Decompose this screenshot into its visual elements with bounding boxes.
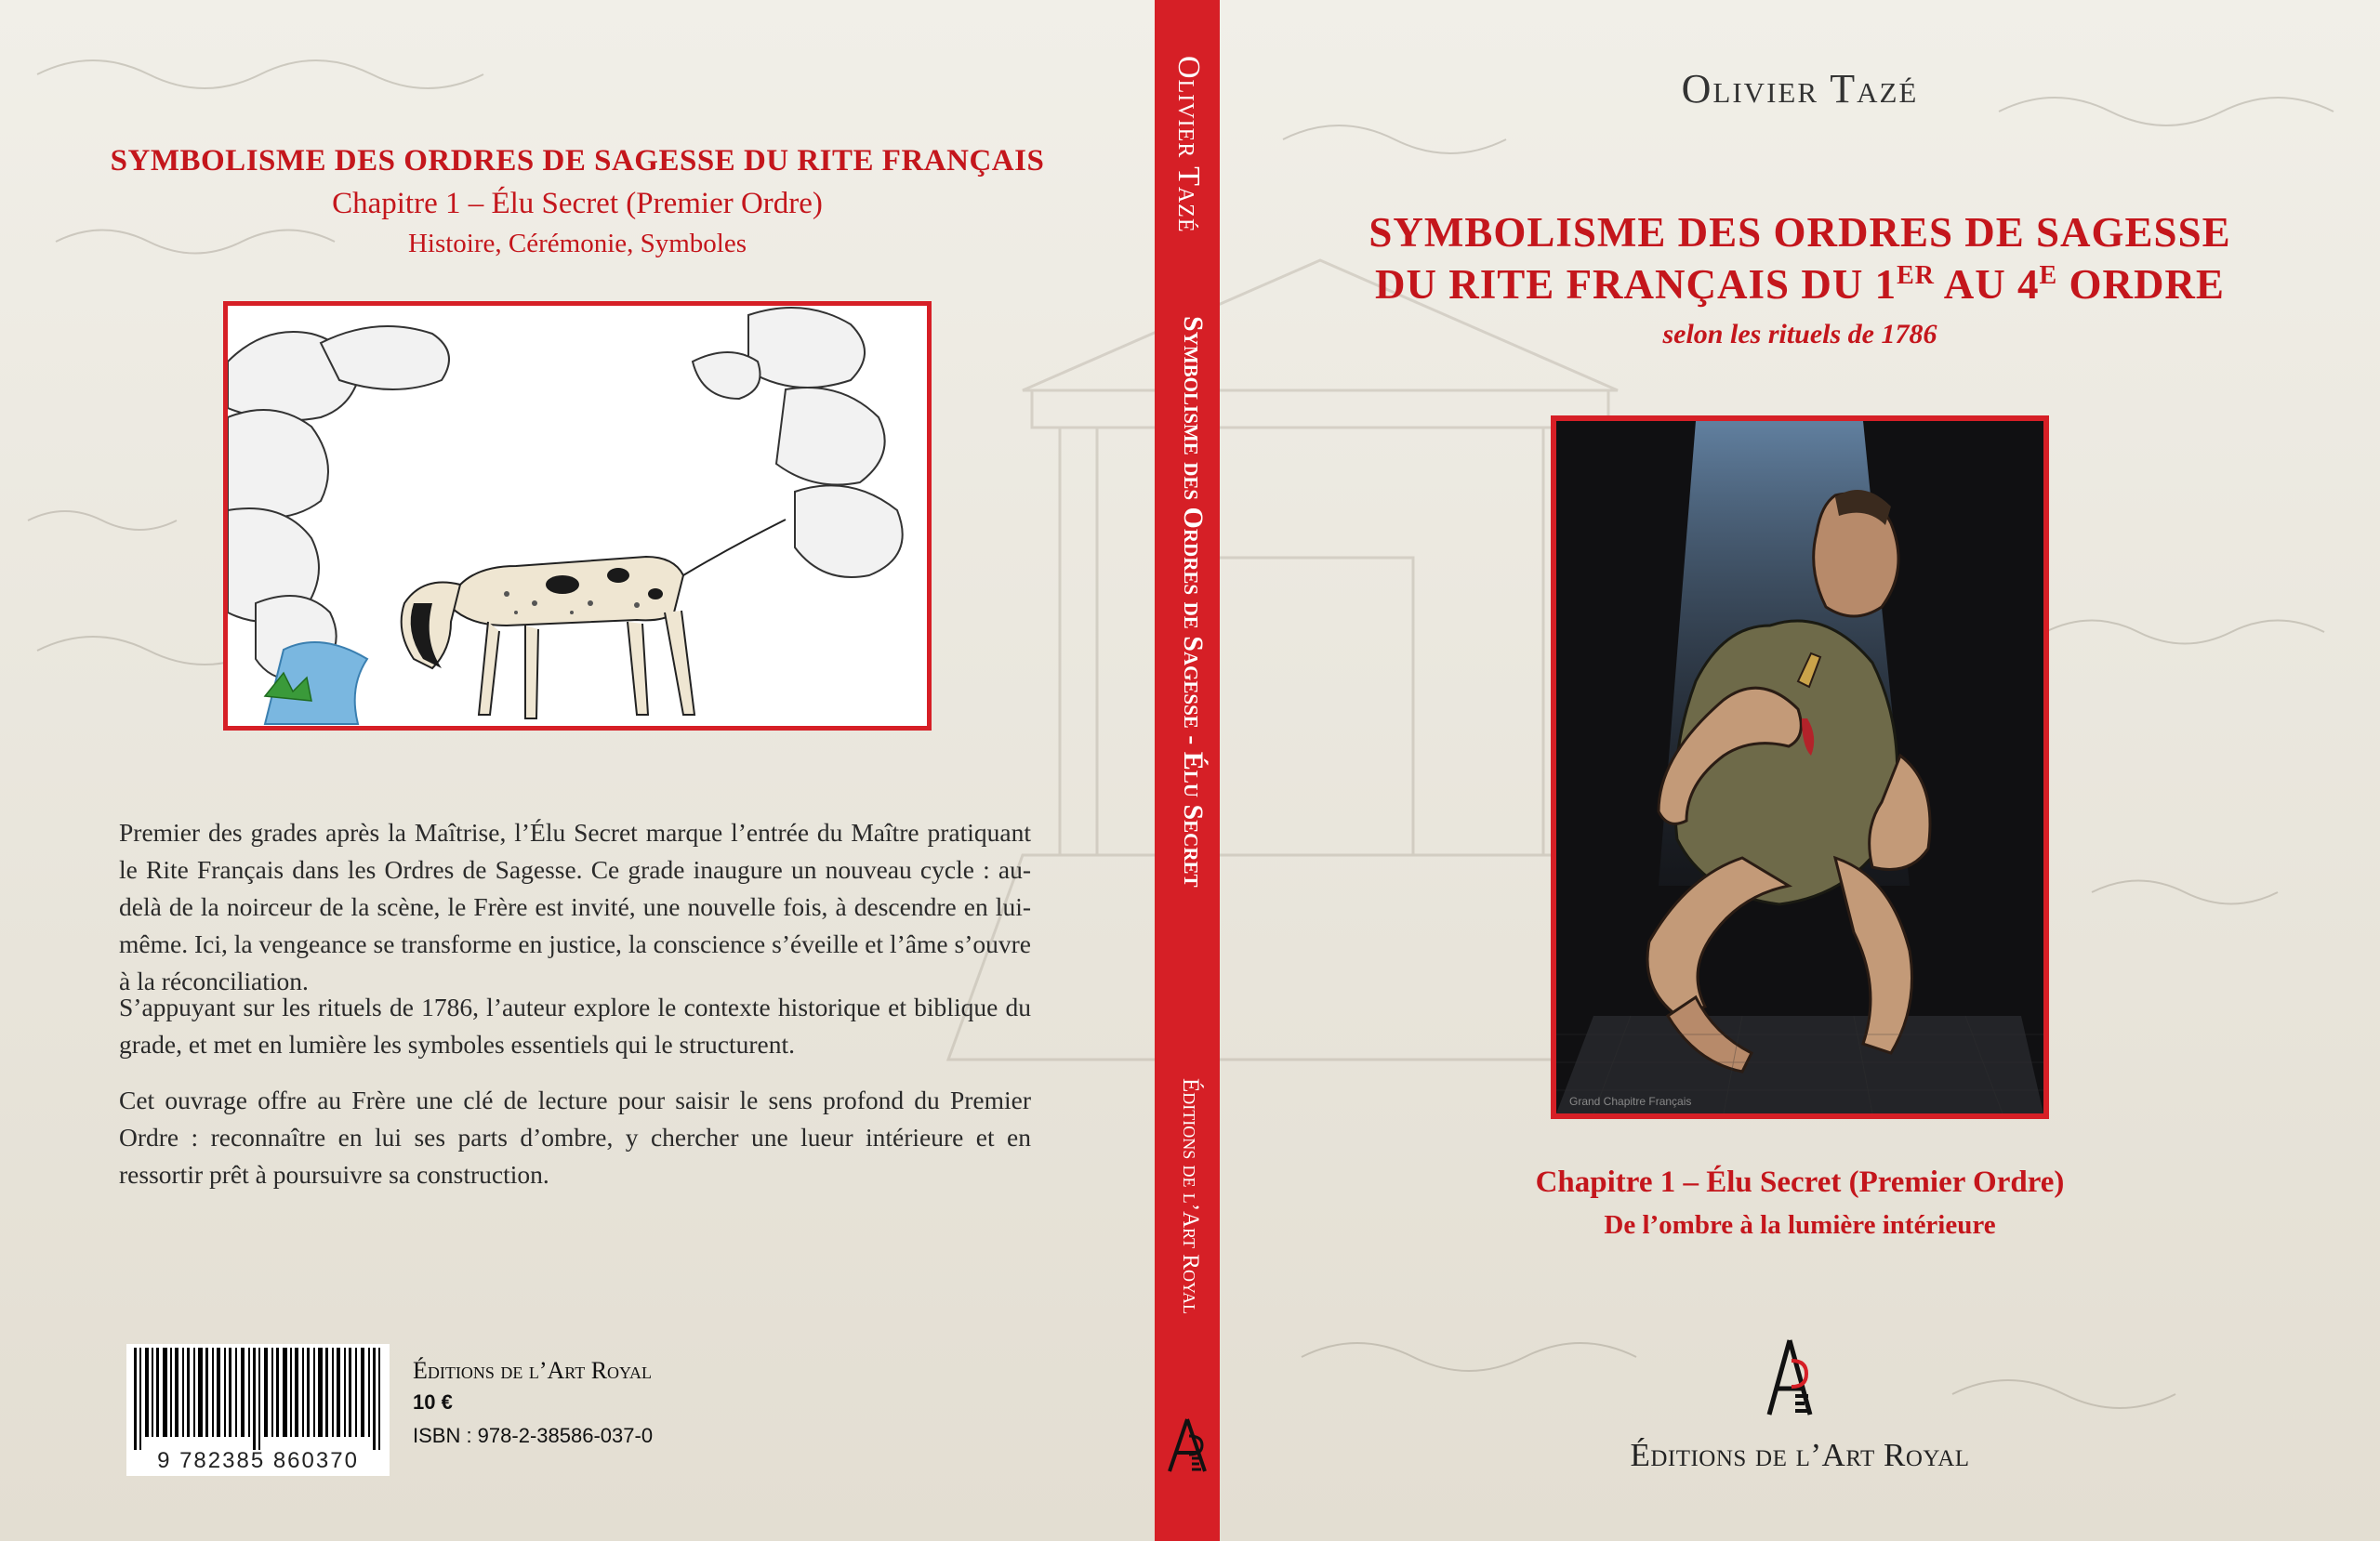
price: 10 € xyxy=(413,1390,453,1414)
back-publisher: Éditions de l’Art Royal xyxy=(413,1357,653,1384)
art-royal-logo-icon xyxy=(1164,1417,1210,1475)
front-title-line1: SYMBOLISME DES ORDRES DE SAGESSE xyxy=(1368,209,2231,256)
front-chapter-subtitle: De l’ombre à la lumière intérieure xyxy=(1604,1210,1996,1240)
spine-title: Symbolisme des Ordres de Sagesse - Élu Secret xyxy=(1178,316,1209,888)
front-publisher: Éditions de l’Art Royal xyxy=(1630,1437,1970,1473)
barcode xyxy=(126,1344,390,1476)
title-superscript: E xyxy=(2039,261,2058,290)
front-chapter: Chapitre 1 – Élu Secret (Premier Ordre) xyxy=(1535,1166,2065,1199)
front-author: Olivier Tazé xyxy=(1681,66,1919,112)
illustration-credit: Grand Chapitre Français xyxy=(1569,1095,1692,1108)
spine-publisher: Éditions de l’Art Royal xyxy=(1178,1078,1203,1314)
back-chapter: Chapitre 1 – Élu Secret (Premier Ordre) xyxy=(332,187,823,220)
title-text: DU RITE FRANÇAIS DU 1 xyxy=(1375,261,1897,308)
blurb-paragraph: S’appuyant sur les rituels de 1786, l’auteur explore le contexte historique et biblique du grade, et met en lumière les symboles essentiels qui le structurent. xyxy=(119,993,1031,1059)
title-superscript: ER xyxy=(1897,261,1935,290)
title-text: ORDRE xyxy=(2057,261,2225,308)
barcode-number: 9 782385 860370 xyxy=(157,1448,359,1473)
title-text: AU 4 xyxy=(1934,261,2040,308)
spine-author: Olivier Tazé xyxy=(1171,56,1206,233)
back-subjects: Histoire, Cérémonie, Symboles xyxy=(407,229,747,258)
publisher-block xyxy=(413,1357,653,1448)
dog-drawing xyxy=(228,306,927,726)
back-title: SYMBOLISME DES ORDRES DE SAGESSE DU RITE FRANÇAIS xyxy=(110,144,1045,178)
isbn: ISBN : 978-2-38586-037-0 xyxy=(413,1424,654,1447)
barcode-bars xyxy=(132,1348,383,1450)
front-illustration-kneeling-man xyxy=(1551,415,2049,1119)
blurb-paragraph: Cet ouvrage offre au Frère une clé de lecture pour saisir le sens profond du Premier Ordre : reconnaître en lui ses parts d’ombre, y chercher une lueur intérieure et en ressortir prêt à poursuivre sa construction. xyxy=(119,1086,1031,1189)
art-royal-logo-icon xyxy=(1764,1337,1816,1420)
back-illustration-dog xyxy=(223,301,932,731)
front-title-line2 xyxy=(1220,260,2380,309)
blurb-paragraph: Premier des grades après la Maîtrise, l’Élu Secret marque l’entrée du Maître pratiquant le Rite Français dans les Ordres de Sagesse. Ce grade inaugure un nouveau cycle : au-delà de la noirceur de la scène, le Frère est invité, une nouvelle fois, à descendre en lui-même. Ici, la vengeance se transforme en justice, la conscience s’éveille et l’âme s’ouvre à la réconciliation. xyxy=(119,818,1031,995)
kneeling-man-drawing xyxy=(1556,421,2043,1113)
front-subtitle: selon les rituels de 1786 xyxy=(1662,319,1937,349)
